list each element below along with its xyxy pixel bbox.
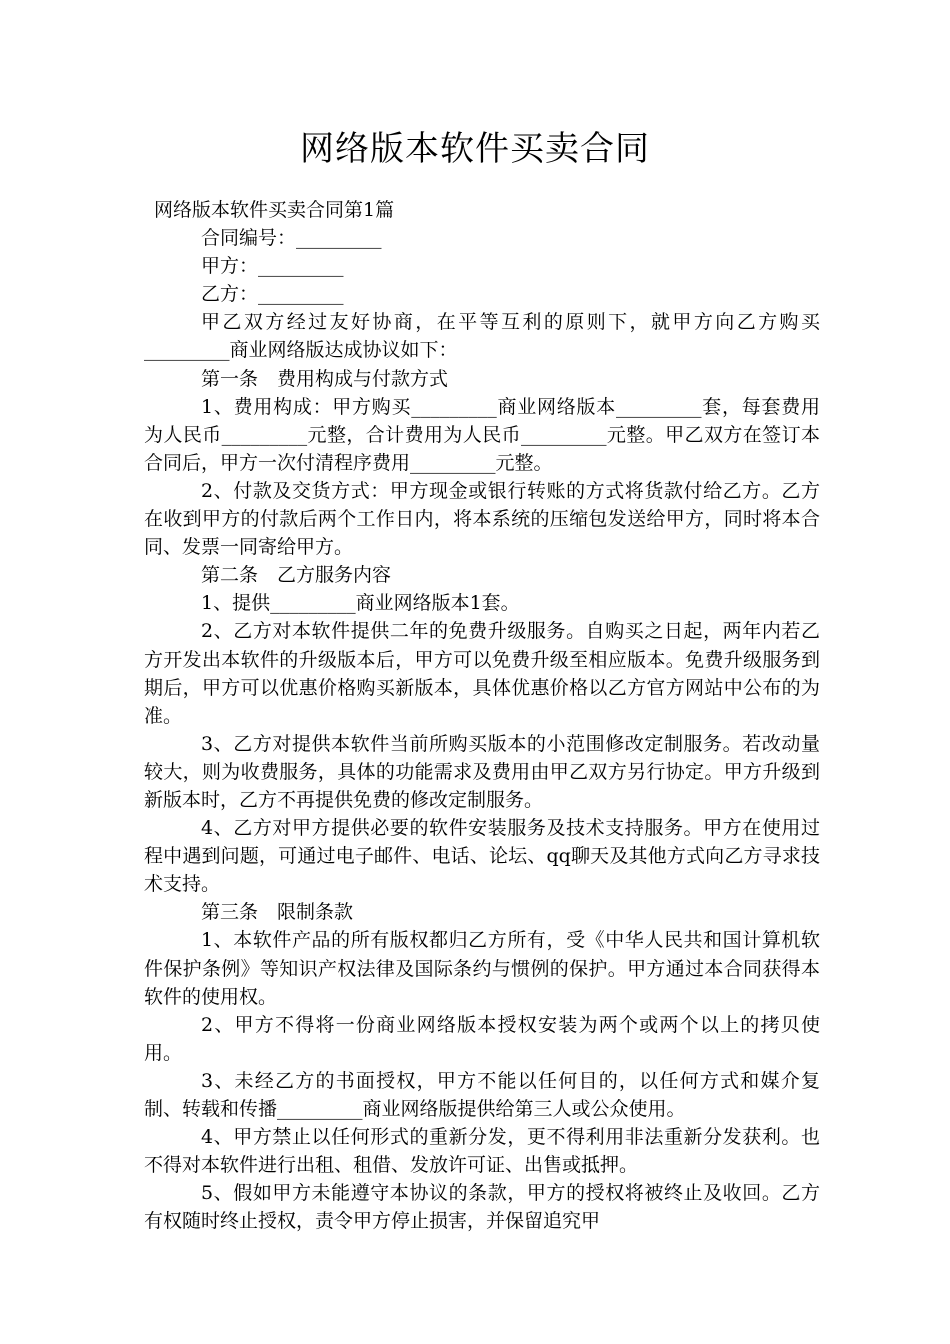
article-heading-1: 第一条 费用构成与付款方式 [201,367,449,390]
article-heading-3: 第三条 限制条款 [201,901,354,924]
document-title: 网络版本软件买卖合同 [300,129,650,169]
article-2-clause-4: 4、乙方对甲方提供必要的软件安装服务及技术支持服务。甲方在使用过程中遇到问题，可通过电子邮件、电话、论坛、qq聊天及其他方式向乙方寻求技术支持。 [144,817,820,896]
article-2-clause-3: 3、乙方对提供本软件当前所购买版本的小范围修改定制服务。若改动量较大，则为收费服务，具体的功能需求及费用由甲乙双方另行协定。甲方升级到新版本时，乙方不再提供免费的修改定制服务。 [144,732,820,811]
document-body [144,196,820,1235]
party-b-field: 乙方：_________ [201,283,344,306]
article-3-clause-2: 2、甲方不得将一份商业网络版本授权安装为两个或两个以上的拷贝使用。 [144,1013,820,1064]
preamble-paragraph: 甲乙双方经过友好协商，在平等互利的原则下，就甲方向乙方购买_________商业网络版达成协议如下： [144,311,820,362]
article-2-clause-1: 1、提供_________商业网络版本1套。 [201,592,520,615]
document-subtitle: 网络版本软件买卖合同第1篇 [154,199,395,221]
article-heading-2: 第二条 乙方服务内容 [201,564,392,587]
article-3-clause-4: 4、甲方禁止以任何形式的重新分发，更不得利用非法重新分发获利。也不得对本软件进行出租、租借、发放许可证、出售或抵押。 [144,1126,820,1177]
party-a-field: 甲方：_________ [201,255,344,278]
article-1-clause-2: 2、付款及交货方式：甲方现金或银行转账的方式将货款付给乙方。乙方在收到甲方的付款后两个工作日内，将本系统的压缩包发送给甲方，同时将本合同、发票一同寄给甲方。 [144,479,820,559]
contract-number-field: 合同编号：_________ [201,227,382,250]
article-3-clause-3: 3、未经乙方的书面授权，甲方不能以任何目的，以任何方式和媒介复制、转载和传播_________商业网络版提供给第三人或公众使用。 [144,1069,820,1120]
article-1-clause-1: 1、费用构成：甲方购买_________商业网络版本_________套，每套费用为人民币_________元整，合计费用为人民币_________元整。甲乙双方在签订本合同后，甲方一次付清程序费用_________元整。 [144,395,820,474]
article-2-clause-2: 2、乙方对本软件提供二年的免费升级服务。自购买之日起，两年内若乙方开发出本软件的升级版本后，甲方可以免费升级至相应版本。免费升级服务到期后，甲方可以优惠价格购买新版本，具体优惠价格以乙方官方网站中公布的为准。 [144,620,820,727]
article-3-clause-1: 1、本软件产品的所有版权都归乙方所有，受《中华人民共和国计算机软件保护条例》等知识产权法律及国际条约与惯例的保护。甲方通过本合同获得本软件的使用权。 [144,929,820,1008]
article-3-clause-5: 5、假如甲方未能遵守本协议的条款，甲方的授权将被终止及收回。乙方有权随时终止授权，责令甲方停止损害，并保留追究甲 [144,1182,820,1233]
